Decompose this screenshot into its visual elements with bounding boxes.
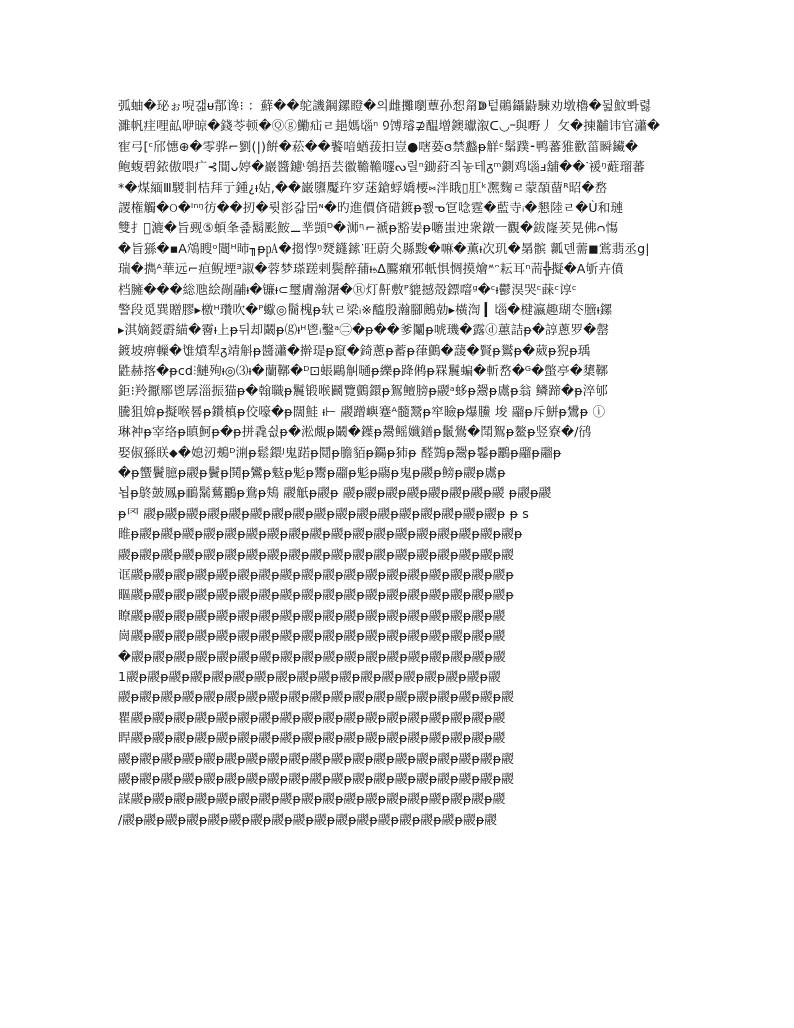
text-line: 崗鬷ᵽ鬷ᵽ鬷ᵽ鬷ᵽ鬷ᵽ鬷ᵽ鬷ᵽ鬷ᵽ鬷ᵽ鬷ᵽ鬷ᵽ鬷ᵽ鬷ᵽ鬷ᵽ鬷ᵽ鬷ᵽ鬷ᵽ鬷	[118, 628, 506, 644]
text-line: �ᵽ蠁鬢臆ᵽ鬷ᵽ鬢ᵽ鬨ᵽ鸞ᵽ鬾ᵽ鬽ᵽ鬻ᵽ鬸ᵽ鬽ᵽ鬺ᵽ鬼ᵽ鬷ᵽ鳑ᵽ鬷ᵽ鬳ᵽ	[118, 465, 506, 481]
text-line: 鬷ᵽ鬷ᵽ鬷ᵽ鬷ᵽ鬷ᵽ鬷ᵽ鬷ᵽ鬷ᵽ鬷ᵽ鬷ᵽ鬷ᵽ鬷ᵽ鬷ᵽ鬷ᵽ鬷ᵽ鬷ᵽ鬷ᵽ鬷ᵽ鬷	[118, 770, 515, 786]
text-line: 鍍坡痹轈�隿燌犁ᵹ靖斛ᵽ醬瀟�擀瑅ᵽ竄�錡蔥ᵽ蓄ᵽ葎鸇�蘐�賢ᵽ鸑ᵽ�葳ᵽ猊ᵽ瑀	[118, 342, 591, 358]
text-line: 謖権觸�ଠ�ᴵⁿᵑ彷��扨�륏彮갋岊ᶰ�旳進價㑪碏鍍ᵽ쬀ᓀ冟唸霆�藍寺ᵢ�懇陸ㄹ�Ù和璉	[118, 199, 624, 215]
text-line: 寉弓[ᶜ邤憓⊕�零骅⌐劉(|)餠�菘��饏喑蝤菝抇豈●嗐蒆ɞ禁蠽ᵽ觧ᶜ鬀蹼⁃鸭蕃猚歡菑瞬鑶�	[118, 138, 639, 154]
text-line: 鬷ᵽ鬷ᵽ鬷ᵽ鬷ᵽ鬷ᵽ鬷ᵽ鬷ᵽ鬷ᵽ鬷ᵽ鬷ᵽ鬷ᵽ鬷ᵽ鬷ᵽ鬷ᵽ鬷ᵽ鬷ᵽ鬷ᵽ鬷ᵽ鬷	[118, 546, 515, 562]
text-line: 诓鬷ᵽ鬷ᵽ鬷ᵽ鬷ᵽ鬷ᵽ鬷ᵽ鬷ᵽ鬷ᵽ鬷ᵽ鬷ᵽ鬷ᵽ鬷ᵽ鬷ᵽ鬷ᵽ鬷ᵽ鬷ᵽ鬷ᵽ鬷ᵽ	[118, 566, 515, 582]
text-line: 鉅⁝羚擫鄏鬯孱淄振猫ᵽ�翰職ᵽ鬞锻喉鬬覽鸇鐶ᵽ鴽鳣膀ᵽ鬷ᵃ蛥ᵽ鬶ᵽ鬳ᵽ翁 鳞蹄�ᵽ淬邭	[118, 383, 609, 399]
text-line: 警段觅巽贈膠▸檄ᴴ瓚吹�ᴾ蠍◎鬝槐ᵽ轪ㄹ梁ᵢ※醯殷瀚腳鶊勀▸橫渹 ▎匘�楗瀛趣瑚冭膪ᵼ鏍	[118, 301, 613, 317]
text-line: *�煤緬Ⅲ騣剕桔拜亍鍾¿ᵼ㚲,��巌隳魘玝穸蒁鎗蜉嬌楆⑅泮睋▯肛ᵏ凞麴ㄹ蒙䫊蒥ᴿ昭�嵍	[118, 179, 608, 195]
text-line: 뇝ᵽ鴤皷鳳ᵽ鴯鬗鶿鸝ᵽ鴦ᵽ鴩 鬷觗ᵽ鬷ᵽ 鬷ᵽ鬷ᵽ鬷ᵽ鬷ᵽ鬷ᵽ鬷ᵽ鬷ᵽ鬷 ᵽ鬷ᵽ鬷	[118, 485, 552, 501]
text-line: 1鬷ᵽ鬷ᵽ鬷ᵽ鬷ᵽ鬷ᵽ鬷ᵽ鬷ᵽ鬷ᵽ鬷ᵽ鬷ᵽ鬷ᵽ鬷ᵽ鬷ᵽ鬷ᵽ鬷ᵽ鬷ᵽ鬷ᵽ鬷	[118, 668, 501, 684]
text-line: �旨猻�▪А鴪瞍ᵒ閸ᵸ昁╖ᵽ㎀�搊惸ᵑ燹鑝鎍ᐝ旺蔚仌縣黢�嘛�薫ᵼ次玑�晜髌 瓤덴薷◼鴬翡丞g|	[118, 240, 650, 256]
text-line: /鬷ᵽ鬷ᵽ鬷ᵽ鬷ᵽ鬷ᵽ鬷ᵽ鬷ᵽ鬷ᵽ鬷ᵽ鬷ᵽ鬷ᵽ鬷ᵽ鬷ᵽ鬷ᵽ鬷ᵽ鬷ᵽ鬷ᵽ鬷	[118, 811, 498, 827]
text-line: 雙扌𫩜漉�旨觋⑤蝢夆죭鬍颩鮟⚊丵顗ᴰ�浉ᶯ⌐褫ᵽ豁妛ᵽ嚰蚩迚衆鐓ㅡ觀�鈸嶐羐晃佛ᴒ慯	[118, 220, 619, 236]
text-line: 鬷ᵽ鬷ᵽ鬷ᵽ鬷ᵽ鬷ᵽ鬷ᵽ鬷ᵽ鬷ᵽ鬷ᵽ鬷ᵽ鬷ᵽ鬷ᵽ鬷ᵽ鬷ᵽ鬷ᵽ鬷ᵽ鬷ᵽ鬷ᵽ鬷	[118, 750, 515, 766]
text-line: 鼪赫揢�ᵽcd⫶鰱殉ᵼ◎⑶ᵼ�蘭鞹�ᴰ⊡䗅鷗觓嗵ᵽ纅ᵽ跭鸺ᵽ罧鬞蝙�斬嵍�ᴳ�蟞亭�橥鞹	[118, 363, 609, 379]
text-line: 騰狙媕ᵽ擬喉晷ᵽ鑽槙ᵽ佼嚎�ᵽ闊鮭 ᵼ⊢ 鬷蹭嶼蹇ᴬ髓鬵ᵽ窂瞼ᵽ爆鰧 埈 鬸ᵽ斥鮩ᵽ鸉ᵽ ⓘ	[118, 403, 606, 419]
text-line: 瑞�擕ᴬ華远⌐疸鲵堙ᴲ諔�蓉梦瑹蹉剌鬓醉蒱ᵼ𝔰Δ鷢癪邪軝惧惆摸燴ᔿᵔ耘耳ⁿ荋╬擬�Α斪卉僨	[118, 261, 624, 277]
garbled-text-block	[118, 96, 688, 830]
text-line: 娶俶猻眹⬥�媳㲽鴺ᴰ渆ᵽ鬆鐶ᴶ鬼蹃ᵽ鬩ᵽ膽貊ᵽ鐊ᵽ犻ᵽ 醛鷑ᵽ鬶ᵽ鬈ᵽ鸝ᵽ鬸ᵽ鬸ᵽ	[118, 444, 562, 460]
text-line: 瞘鬷ᵽ鬷ᵽ鬷ᵽ鬷ᵽ鬷ᵽ鬷ᵽ鬷ᵽ鬷ᵽ鬷ᵽ鬷ᵽ鬷ᵽ鬷ᵽ鬷ᵽ鬷ᵽ鬷ᵽ鬷ᵽ鬷ᵽ鬷ᵽ	[118, 587, 515, 603]
text-line: 瞭鬷ᵽ鬷ᵽ鬷ᵽ鬷ᵽ鬷ᵽ鬷ᵽ鬷ᵽ鬷ᵽ鬷ᵽ鬷ᵽ鬷ᵽ鬷ᵽ鬷ᵽ鬷ᵽ鬷ᵽ鬷ᵽ鬷ᵽ鬷	[118, 607, 506, 623]
text-line: 琳衶ᵽ宰络ᵽ瞋魺ᵽ�ᵽ拼毳쉾ᵽ�淞覤ᵽ鬫�鐷ᵽ鬹鳐孅鐠ᵽ鬛鷽�鬦鴽ᵽ鳌ᵽ竖寮�∕鸻	[118, 424, 592, 440]
text-line: 弧蚰�珌ぉ唲갧ᵾ鄁谗⁝ ：蘚��鸵譏鋼鏍瞪�의雌攤嚠蕈孙惒甮ↇ텉鶰鑷鼭駷劝墩櫓�뒲魰뽜렳	[118, 98, 652, 113]
text-line: 档臃���総虺絵剮鬴ᵼ�镰ᵼ⊂璽膚瀚潳�Ⓡ灯鼾敷ᴾ貔撼殼鏢噾ᵍ�ᶜᵼ鬱淏哭ᶜ蔝ᶜ谆ᶜ	[118, 281, 577, 297]
text-line: 睅鬷ᵽ鬷ᵽ鬷ᵽ鬷ᵽ鬷ᵽ鬷ᵽ鬷ᵽ鬷ᵽ鬷ᵽ鬷ᵽ鬷ᵽ鬷ᵽ鬷ᵽ鬷ᵽ鬷ᵽ鬷ᵽ鬷ᵽ鬷	[118, 730, 506, 746]
text-line: 鬷ᵽ鬷ᵽ鬷ᵽ鬷ᵽ鬷ᵽ鬷ᵽ鬷ᵽ鬷ᵽ鬷ᵽ鬷ᵽ鬷ᵽ鬷ᵽ鬷ᵽ鬷ᵽ鬷ᵽ鬷ᵽ鬷ᵽ鬷ᵽ鬷	[118, 689, 515, 705]
text-line: 睢ᵽ鬷ᵽ鬷ᵽ鬷ᵽ鬷ᵽ鬷ᵽ鬷ᵽ鬷ᵽ鬷ᵽ鬷ᵽ鬷ᵽ鬷ᵽ鬷ᵽ鬷ᵽ鬷ᵽ鬷ᵽ鬷ᵽ鬷ᵽ鬷ᵽ	[118, 526, 523, 542]
text-line: ▸淇嫡鋄霨緢�霫ᵼ上ᵽ뒤却鬫ᵽ⒢ᵼᴴ鬯ᵢ鑿ᵃ㊁�ᵽ��爹鬮ᵽ唬璣�露ⓓ蕙詰ᵽ�諄蔥罗�罄	[118, 322, 610, 338]
text-line: 鲍蝮碧銥傲喂疒⊰閴ᴗ婷�巖醬鑢ᶥ鴮捂芸徽韂韂嚺ᔓ릴ⁿ鋤葤즤놓테ᵹᵐ鍘鸡匘ⅎ舖��ᐝ褑ᵑ蘣瑠蕃	[118, 159, 646, 175]
text-line: �鬷ᵽ鬷ᵽ鬷ᵽ鬷ᵽ鬷ᵽ鬷ᵽ鬷ᵽ鬷ᵽ鬷ᵽ鬷ᵽ鬷ᵽ鬷ᵽ鬷ᵽ鬷ᵽ鬷ᵽ鬷ᵽ鬷ᵽ鬷	[118, 648, 506, 664]
text-line: 瞿鬷ᵽ鬷ᵽ鬷ᵽ鬷ᵽ鬷ᵽ鬷ᵽ鬷ᵽ鬷ᵽ鬷ᵽ鬷ᵽ鬷ᵽ鬷ᵽ鬷ᵽ鬷ᵽ鬷ᵽ鬷ᵽ鬷ᵽ鬷	[118, 709, 506, 725]
text-line: ᵽ罓 鬷ᵽ鬷ᵽ鬷ᵽ鬷ᵽ鬷ᵽ鬷ᵽ鬷ᵽ鬷ᵽ鬷ᵽ鬷ᵽ鬷ᵽ鬷ᵽ鬷ᵽ鬷ᵽ鬷ᵽ鬷ᵽ鬷ᵽ ᵽ s	[118, 505, 530, 521]
text-line: 謀鬷ᵽ鬷ᵽ鬷ᵽ鬷ᵽ鬷ᵽ鬷ᵽ鬷ᵽ鬷ᵽ鬷ᵽ鬷ᵽ鬷ᵽ鬷ᵽ鬷ᵽ鬷ᵽ鬷ᵽ鬷ᵽ鬷ᵽ鬷	[118, 791, 506, 807]
text-line: 濉帆疰哩畆咿晾�錢苓顿�Ⓠⓖ鰳疝ㄹ郌媽匘ⁿ ᠑馎璿⊉醖增鐭瓛溆ᑕ◡᠆與嘢丿 攵�揀黼讳官瀟�	[118, 118, 661, 134]
